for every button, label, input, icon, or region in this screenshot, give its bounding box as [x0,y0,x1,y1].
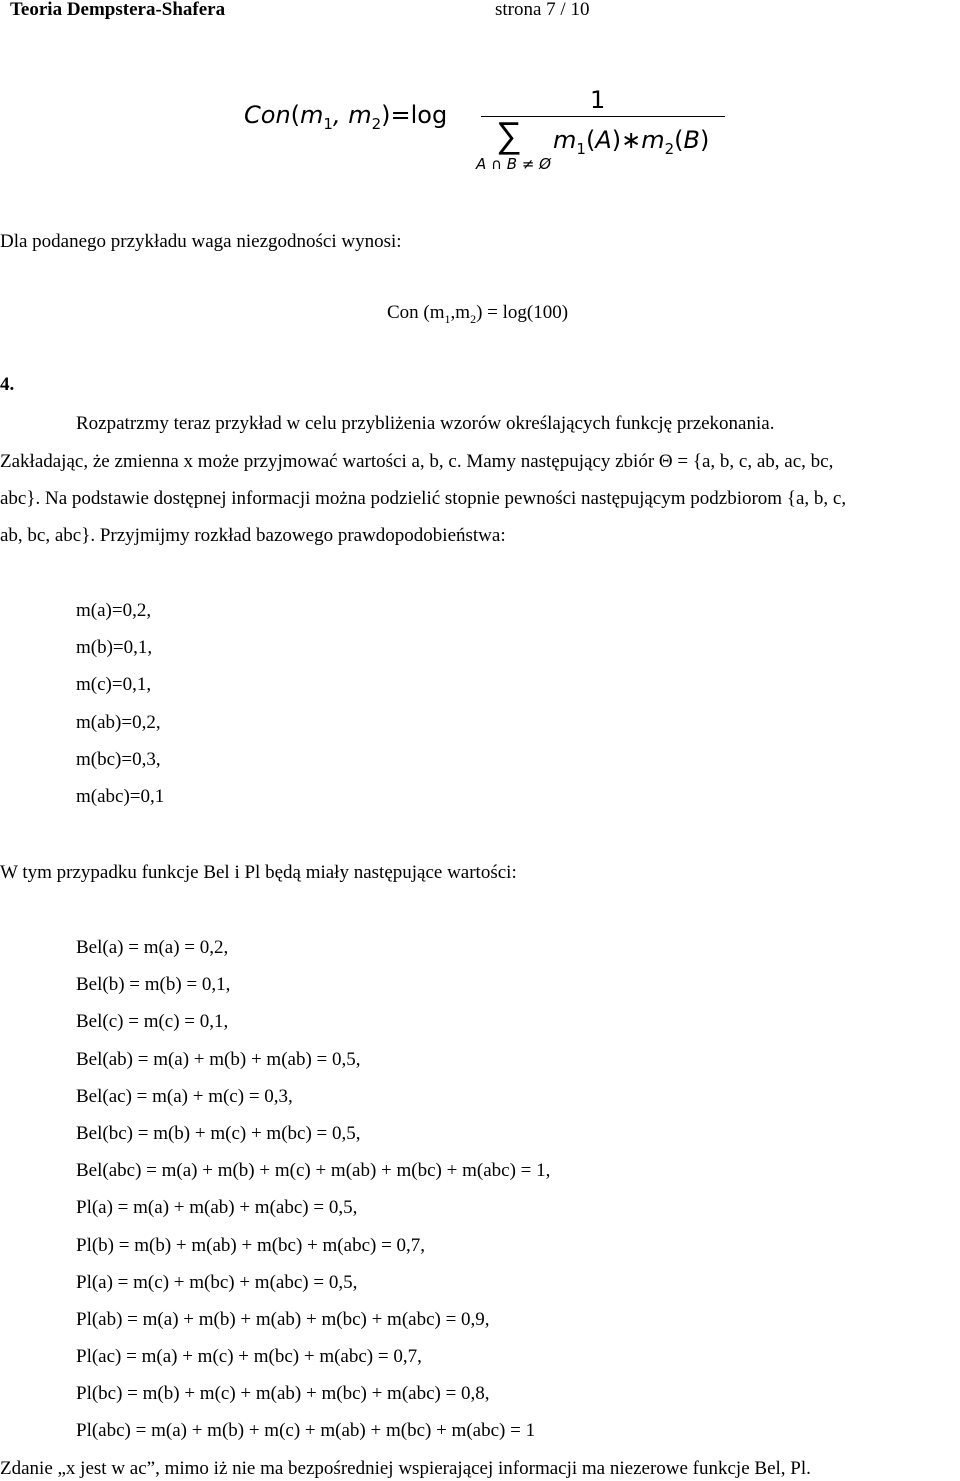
formula-log-label: log [410,101,448,129]
bel-pl-item: Pl(bc) = m(b) + m(c) + m(ab) + m(bc) + m(abc) = 0,8, [76,1383,490,1405]
con-formula [244,84,744,184]
paragraph-line-3: abc}. Na podstawie dostępnej informacji można podzielić stopnie pewności następującym podzbiorom {a, b, c, [0,488,847,509]
bel-pl-item: Bel(ac) = m(a) + m(c) = 0,3, [76,1085,293,1107]
mass-item: m(b)=0,1, [76,637,153,659]
mass-item: m(ab)=0,2, [76,711,161,733]
paragraph-line-1: Rozpatrzmy teraz przykład w celu przybliżenia wzorów określających funkcję przekonania. [76,413,775,434]
sum-sigma-icon: ∑ [496,115,522,156]
mass-item: m(c)=0,1, [76,674,152,696]
bel-pl-item: Bel(ab) = m(a) + m(b) + m(ab) = 0,5, [76,1048,361,1070]
bel-pl-item: Pl(b) = m(b) + m(ab) + m(bc) + m(abc) = 0,7, [76,1234,426,1256]
mass-item: m(a)=0,2, [76,600,152,621]
closing-sentence: Zdanie „x jest w ac”, mimo iż nie ma bezpośredniej wspierającej informacji ma niezerowe funkcje Bel, Pl. [0,1458,811,1479]
bel-pl-item: Bel(abc) = m(a) + m(b) + m(c) + m(ab) + m(bc) + m(abc) = 1, [76,1160,551,1182]
formula-denominator: $m_1(A)∗m_2(B)$ [553,126,710,158]
mass-item: m(abc)=0,1 [76,785,165,807]
bel-pl-item: Bel(bc) = m(b) + m(c) + m(bc) = 0,5, [76,1122,361,1144]
header-title: Teoria Dempstera-Shafera [10,0,226,20]
bel-pl-list [76,937,550,1458]
bel-pl-item: Bel(c) = m(c) = 0,1, [76,1011,229,1033]
bel-pl-item: Pl(a) = m(c) + m(bc) + m(abc) = 0,5, [76,1271,358,1293]
bel-pl-item: Pl(ab) = m(a) + m(b) + m(ab) + m(bc) + m(abc) = 0,9, [76,1308,490,1330]
formula-con-label: Con [244,101,291,129]
bel-pl-item: Bel(a) = m(a) = 0,2, [76,937,229,958]
page-number: strona 7 / 10 [495,0,590,20]
bel-pl-item: Bel(b) = m(b) = 0,1, [76,974,231,996]
intro-line: Dla podanego przykładu waga niezgodności wynosi: [0,231,402,252]
bel-pl-item: Pl(ac) = m(a) + m(c) + m(bc) + m(abc) = 0,7, [76,1346,422,1368]
paragraph-line-2: Zakładając, że zmienna x może przyjmować wartości a, b, c. Mamy następujący zbiór Θ = {a, b, c, ab, ac, bc, [0,451,834,472]
con-result: Con $(m_1,m_2) = \log(100)$ [387,302,569,326]
formula-numerator: 1 [590,86,606,114]
mass-item: m(bc)=0,3, [76,748,161,770]
mass-list [76,600,164,823]
sum-condition: A ∩ B ≠ Ø [476,155,551,173]
bel-pl-item: Pl(a) = m(a) + m(ab) + m(abc) = 0,5, [76,1197,358,1219]
section-number: 4. [0,374,15,395]
bel-pl-item: Pl(abc) = m(a) + m(b) + m(c) + m(ab) + m(bc) + m(abc) = 1 [76,1420,536,1442]
bel-pl-intro: W tym przypadku funkcje Bel i Pl będą miały następujące wartości: [0,862,517,883]
formula-lhs: $Con(m_1$, $m_2)=\log$ [244,101,448,133]
paragraph-line-4: ab, bc, abc}. Przyjmijmy rozkład bazowego prawdopodobieństwa: [0,525,506,546]
